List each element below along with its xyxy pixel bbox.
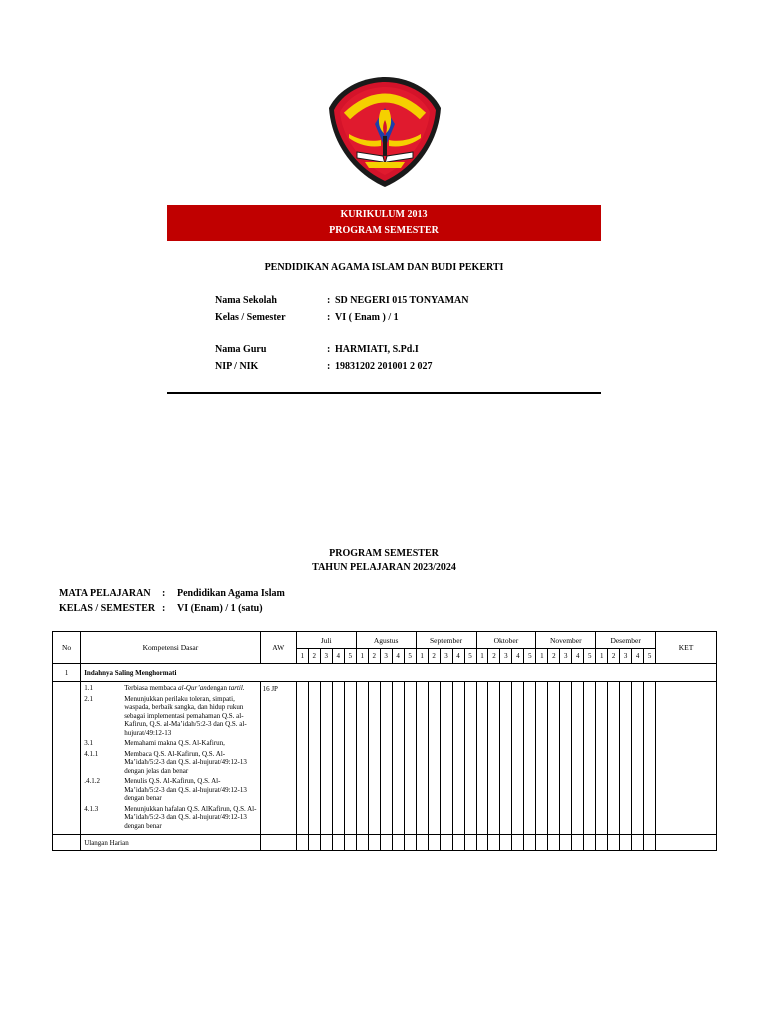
- week-number: 3: [440, 649, 452, 664]
- header-month: September: [416, 632, 476, 649]
- week-number: 1: [296, 649, 308, 664]
- week-cell: [476, 682, 488, 835]
- week-cell: [344, 835, 356, 851]
- header-bar: [167, 205, 601, 241]
- kd-text: Menulis Q.S. Al-Kafirun, Q.S. Al-Ma’idah/5:2-3 dan Q.S. al-hujurat/49:12-13 dengan benar: [124, 777, 247, 802]
- week-number: 2: [428, 649, 440, 664]
- week-number: 5: [404, 649, 416, 664]
- week-number: 5: [344, 649, 356, 664]
- week-cell: [392, 682, 404, 835]
- subject-title: PENDIDIKAN AGAMA ISLAM DAN BUDI PEKERTI: [264, 262, 504, 273]
- ulangan-harian: Ulangan Harian: [81, 835, 260, 851]
- week-cell: [428, 835, 440, 851]
- kd-item: [84, 739, 256, 748]
- week-number: 1: [356, 649, 368, 664]
- week-number: 5: [644, 649, 656, 664]
- week-cell: [380, 835, 392, 851]
- week-cell: [608, 682, 620, 835]
- kd-number: 3.1: [84, 739, 93, 747]
- kd-text: [124, 684, 256, 693]
- week-number: 1: [536, 649, 548, 664]
- info-colon: :: [327, 361, 331, 372]
- week-number: 2: [368, 649, 380, 664]
- week-cell: [296, 682, 308, 835]
- week-cell: [440, 835, 452, 851]
- week-cell: [572, 682, 584, 835]
- week-number: 5: [524, 649, 536, 664]
- kd-item: [84, 805, 256, 831]
- week-cell: [608, 835, 620, 851]
- info-value: SD NEGERI 015 TONYAMAN: [335, 295, 469, 306]
- week-cell: [416, 682, 428, 835]
- info-value: 19831202 201001 2 027: [335, 361, 433, 372]
- header-month: Oktober: [476, 632, 536, 649]
- kd-text: Menunjukkan hafalan Q.S. AlKafirun, Q.S. Al-Ma’idah/5:2-3 dan Q.S. al-hujurat/49:12-13 dengan benar: [124, 804, 257, 830]
- week-cell: [488, 835, 500, 851]
- info-label: Nama Guru: [215, 344, 267, 355]
- header-month: Agustus: [356, 632, 416, 649]
- week-number: 5: [464, 649, 476, 664]
- week-cell: [500, 835, 512, 851]
- week-cell: [536, 682, 548, 835]
- week-cell: [488, 682, 500, 835]
- mapel-label: KELAS / SEMESTER: [59, 603, 156, 614]
- week-cell: [512, 835, 524, 851]
- kd-text: Menunjukkan perilaku toleran, simpati, waspada, berbaik sangka, dan hidup rukun sebagai implementasi pemahaman Q.S. al-Kafirun, Q.S. al-Ma’idah/5:2-3 dan Q.S. al- hujurat/49:12-13: [124, 694, 247, 737]
- row-number-empty: [53, 835, 81, 851]
- mapel-value: Pendidikan Agama Islam: [177, 588, 285, 599]
- week-cell: [584, 835, 596, 851]
- week-cell: [368, 835, 380, 851]
- week-cell: [296, 835, 308, 851]
- week-number: 4: [572, 649, 584, 664]
- info-colon: :: [327, 312, 331, 323]
- week-number: 3: [620, 649, 632, 664]
- week-cell: [644, 835, 656, 851]
- week-cell: [404, 682, 416, 835]
- week-cell: [644, 682, 656, 835]
- week-cell: [452, 682, 464, 835]
- week-number: 1: [476, 649, 488, 664]
- week-cell: [392, 835, 404, 851]
- week-number: 3: [320, 649, 332, 664]
- kd-item: [84, 684, 256, 693]
- week-cell: [524, 682, 536, 835]
- kd-row: [53, 682, 717, 835]
- header-no: No: [53, 632, 81, 664]
- week-number: 3: [500, 649, 512, 664]
- header-program: PROGRAM SEMESTER: [329, 225, 439, 236]
- week-number: 1: [596, 649, 608, 664]
- kd-number: 4.1.3: [84, 804, 99, 813]
- week-cell: [452, 835, 464, 851]
- week-cell: [512, 682, 524, 835]
- topic-row: [53, 664, 717, 682]
- week-cell: [440, 682, 452, 835]
- mapel-label: MATA PELAJARAN: [59, 588, 151, 599]
- week-number: 4: [512, 649, 524, 664]
- info-label: Kelas / Semester: [215, 312, 286, 323]
- ket-cell: [656, 835, 717, 851]
- info-colon: :: [327, 295, 331, 306]
- header-month: November: [536, 632, 596, 649]
- week-cell: [344, 682, 356, 835]
- divider: [167, 392, 601, 394]
- kd-number: 1.1: [84, 684, 93, 692]
- program-year: TAHUN PELAJARAN 2023/2024: [312, 562, 456, 573]
- week-number: 2: [608, 649, 620, 664]
- week-number: 4: [332, 649, 344, 664]
- mapel-value: VI (Enam) / 1 (satu): [177, 603, 263, 614]
- week-cell: [404, 835, 416, 851]
- week-cell: [332, 835, 344, 851]
- topic-title: Indahnya Saling Menghormati: [81, 664, 717, 682]
- info-value: HARMIATI, S.Pd.I: [335, 344, 419, 355]
- week-cell: [632, 835, 644, 851]
- row-number-empty: [53, 682, 81, 835]
- week-cell: [368, 682, 380, 835]
- week-cell: [620, 835, 632, 851]
- week-cell: [620, 682, 632, 835]
- week-number: 1: [416, 649, 428, 664]
- week-cell: [308, 835, 320, 851]
- kd-number: .4.1.2: [84, 777, 100, 785]
- kd-list: [81, 682, 260, 835]
- kd-item: [84, 777, 256, 803]
- kd-text-part: al-Qur’an: [178, 684, 207, 692]
- header-ket: KET: [656, 632, 717, 664]
- week-cell: [320, 682, 332, 835]
- header-month: Desember: [596, 632, 656, 649]
- week-cell: [500, 682, 512, 835]
- aw-value: 16 JP: [260, 682, 296, 835]
- aw-empty: [260, 835, 296, 851]
- week-cell: [560, 682, 572, 835]
- row-number: 1: [53, 664, 81, 682]
- info-value: VI ( Enam ) / 1: [335, 312, 399, 323]
- week-cell: [332, 682, 344, 835]
- week-number: 2: [548, 649, 560, 664]
- week-cell: [572, 835, 584, 851]
- kd-number: 2.1: [84, 694, 93, 703]
- kd-number: 4.1.1: [84, 749, 99, 758]
- kd-text: Membaca Q.S. Al-Kafirun, Q.S. Al-Ma’idah/5:2-3 dan Q.S. al-hujurat/49:12-13 dengan jelas dan benar: [124, 749, 247, 775]
- program-title: PROGRAM SEMESTER: [329, 548, 439, 559]
- ulangan-row: [53, 835, 717, 851]
- week-cell: [320, 835, 332, 851]
- week-cell: [548, 682, 560, 835]
- week-number: 5: [584, 649, 596, 664]
- week-number: 3: [560, 649, 572, 664]
- week-cell: [560, 835, 572, 851]
- week-cell: [584, 682, 596, 835]
- week-cell: [476, 835, 488, 851]
- week-cell: [428, 682, 440, 835]
- ket-cell: [656, 682, 717, 835]
- info-label: NIP / NIK: [215, 361, 259, 372]
- header-kompetensi-dasar: Kompetensi Dasar: [81, 632, 260, 664]
- week-cell: [464, 835, 476, 851]
- info-colon: :: [327, 344, 331, 355]
- header-row: [53, 632, 717, 649]
- header-curriculum: KURIKULUM 2013: [340, 209, 428, 220]
- mapel-colon: :: [162, 603, 166, 614]
- header-month: Juli: [296, 632, 356, 649]
- week-cell: [380, 682, 392, 835]
- info-label: Nama Sekolah: [215, 295, 277, 306]
- week-number: 4: [392, 649, 404, 664]
- mapel-colon: :: [162, 588, 166, 599]
- tut-wuri-handayani-logo: [325, 74, 445, 190]
- week-cell: [548, 835, 560, 851]
- kd-text: Memahami makna Q.S. Al-Kafirun,: [124, 739, 225, 747]
- week-number: 3: [380, 649, 392, 664]
- kd-item: [84, 750, 256, 776]
- week-number: 4: [632, 649, 644, 664]
- kd-text-part: dengan: [206, 684, 229, 692]
- kd-text-part: Terbiasa membaca: [124, 684, 179, 692]
- semester-schedule-table: [52, 631, 717, 851]
- week-cell: [416, 835, 428, 851]
- week-cell: [524, 835, 536, 851]
- week-cell: [356, 682, 368, 835]
- kd-text-part: tartil.: [228, 684, 245, 692]
- week-cell: [356, 835, 368, 851]
- week-number: 2: [308, 649, 320, 664]
- kd-item: [84, 695, 256, 738]
- week-cell: [596, 835, 608, 851]
- week-number: 2: [488, 649, 500, 664]
- week-cell: [308, 682, 320, 835]
- week-cell: [632, 682, 644, 835]
- header-aw: AW: [260, 632, 296, 664]
- week-number: 4: [452, 649, 464, 664]
- week-cell: [464, 682, 476, 835]
- week-cell: [536, 835, 548, 851]
- week-cell: [596, 682, 608, 835]
